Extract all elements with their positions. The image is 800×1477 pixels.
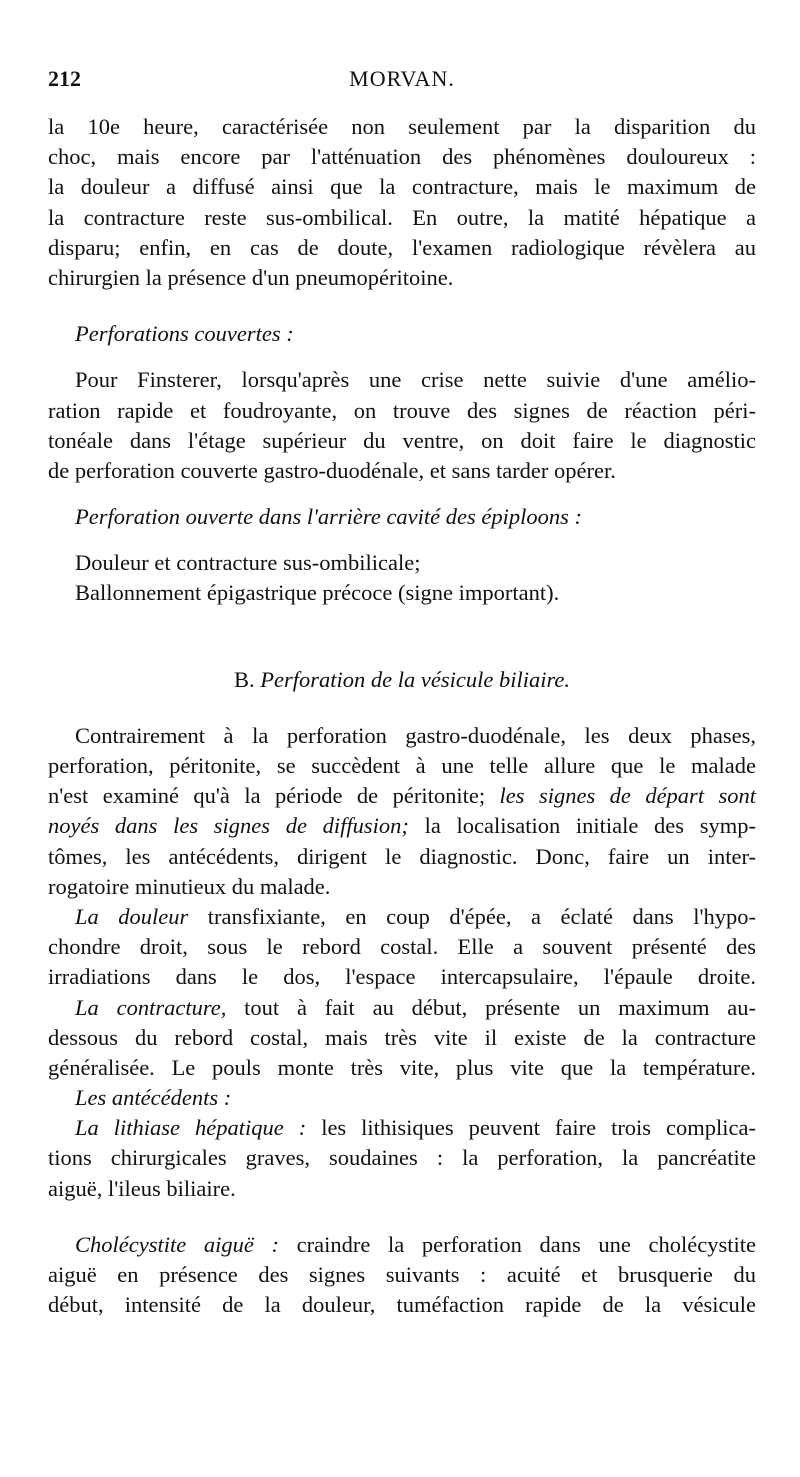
book-page <box>48 0 756 1477</box>
paragraph-douleur <box>48 902 756 993</box>
text-line: tômes, les antécédents, dirigent le diagnostic. Donc, faire un inter- <box>48 843 756 869</box>
page-body <box>48 112 756 1320</box>
text-line: début, intensité de la douleur, tuméfaction rapide de la vésicule <box>48 1292 756 1318</box>
text-line: de perforation couverte gastro-duodénale, et sans tarder opérer. <box>48 457 616 483</box>
text-line: La lithiase hépatique : les lithisiques peuvent faire trois complica- <box>75 1115 757 1141</box>
page-header <box>48 66 756 96</box>
paragraph-continuation <box>48 112 756 293</box>
symptom-list <box>48 548 756 608</box>
text-line: irradiations dans le dos, l'espace intercapsulaire, l'épaule droite. <box>48 964 756 990</box>
text-line: ration rapide et foudroyante, on trouve des signes de réaction péri- <box>48 397 756 423</box>
section-letter: B. <box>234 666 255 692</box>
text-line: rogatoire minutieux du malade. <box>48 873 331 899</box>
text-line: perforation, péritonite, se succèdent à une telle allure que le malade <box>48 753 756 778</box>
text-line: aiguë, l'ileus biliaire. <box>48 1175 236 1201</box>
text-line: chondre droit, sous le rebord costal. Elle a souvent présenté des <box>48 934 756 960</box>
text-line: chirurgien la présence d'un pneumopéritoine. <box>48 264 454 290</box>
paragraph-cholecystite <box>48 1230 756 1321</box>
subheading-perforations-couvertes: Perforations couvertes : <box>75 321 294 347</box>
paragraph-contrairement <box>48 721 756 902</box>
list-item: Ballonnement épigastrique précoce (signe important). <box>75 580 560 606</box>
text-line: la douleur a diffusé ainsi que la contracture, mais le maximum de <box>48 174 756 200</box>
section-title: Perforation de la vésicule biliaire. <box>260 666 570 692</box>
section-heading-b <box>48 665 756 695</box>
paragraph-finsterer <box>48 365 756 486</box>
subheading-perforation-ouverte: Perforation ouverte dans l'arrière cavité des épiploons : <box>75 504 583 530</box>
subheading-antecedents: Les antécédents : <box>75 1085 232 1111</box>
text-line: la contracture reste sus-ombilical. En outre, la matité hépatique a <box>48 204 756 230</box>
text-line: dessous du rebord costal, mais très vite il existe de la contracture <box>48 1024 756 1050</box>
text-line: la 10e heure, caractérisée non seulement par la disparition du <box>48 114 756 139</box>
text-line: tonéale dans l'étage supérieur du ventre, on doit faire le diagnostic <box>48 427 756 453</box>
text-line: Contrairement à la perforation gastro-duodénale, les deux phases, <box>75 722 756 748</box>
text-line: noyés dans les signes de diffusion; la localisation initiale des symp- <box>48 813 756 839</box>
text-line: généralisée. Le pouls monte très vite, plus vite que la température. <box>48 1054 756 1080</box>
text-line: La douleur transfixiante, en coup d'épée, a éclaté dans l'hypo- <box>75 903 756 929</box>
text-line: choc, mais encore par l'atténuation des phénomènes douloureux : <box>48 144 756 170</box>
text-line: n'est examiné qu'à la période de péritonite; les signes de départ sont <box>48 783 757 809</box>
running-title: MORVAN. <box>349 66 455 91</box>
paragraph-lithiase <box>48 1113 756 1204</box>
text-line: disparu; enfin, en cas de doute, l'examen radiologique révèlera au <box>48 234 756 260</box>
text-line: aiguë en présence des signes suivants : acuité et brusquerie du <box>48 1262 756 1287</box>
paragraph-contracture <box>48 993 756 1084</box>
text-line: Pour Finsterer, lorsqu'après une crise nette suivie d'une amélio- <box>75 367 756 393</box>
text-line: Cholécystite aiguë : craindre la perforation dans une cholécystite <box>75 1231 756 1257</box>
list-item: Douleur et contracture sus-ombilicale; <box>75 550 421 576</box>
page-number: 212 <box>48 66 81 91</box>
text-line: La contracture, tout à fait au début, présente un maximum au- <box>75 994 756 1020</box>
text-line: tions chirurgicales graves, soudaines : la perforation, la pancréatite <box>48 1145 756 1171</box>
